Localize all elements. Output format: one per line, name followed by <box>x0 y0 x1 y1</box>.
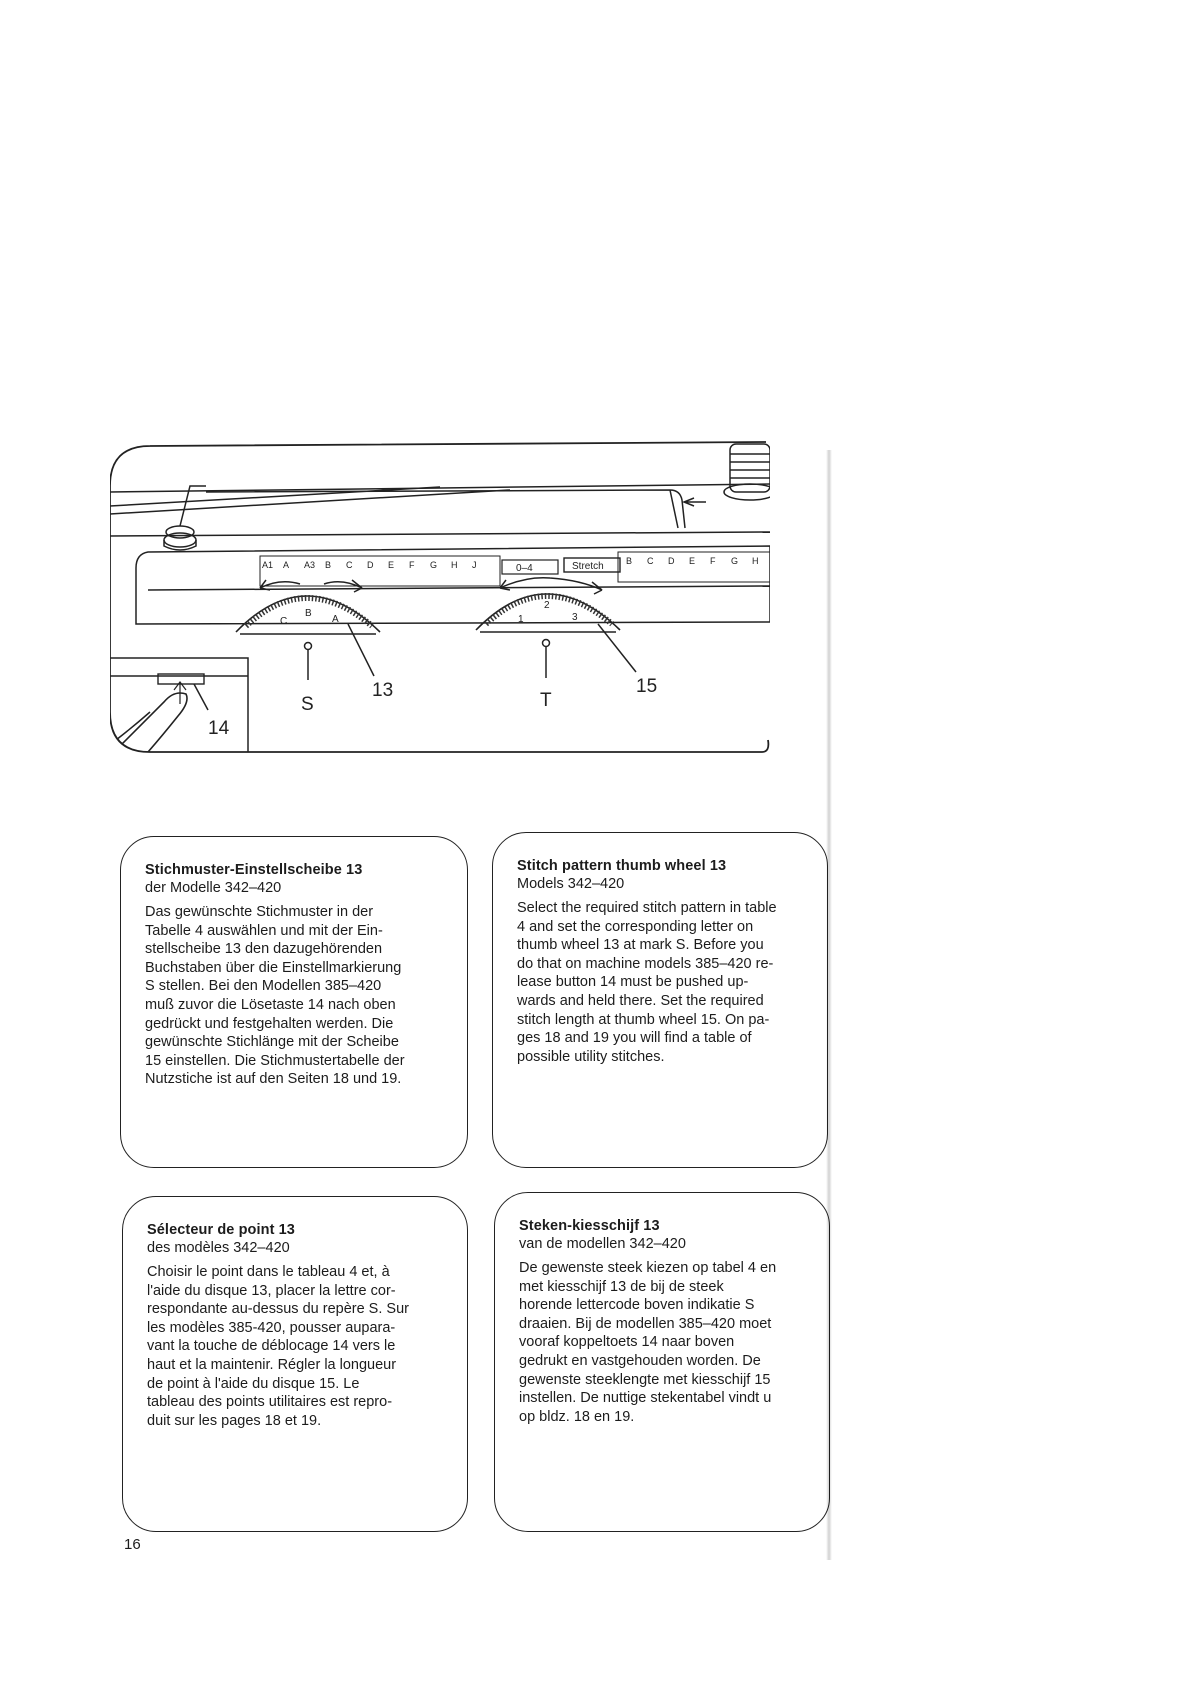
label-13: 13 <box>372 680 394 701</box>
pattern-letter: B <box>325 560 332 570</box>
body-line: Choisir le point dans le tableau 4 et, à <box>147 1264 390 1280</box>
section-body <box>519 1259 815 1426</box>
section-english <box>492 832 828 1168</box>
arrow-icon <box>684 498 706 506</box>
spool-icon <box>724 444 776 500</box>
section-title: Stichmuster-Einstellscheibe 13 <box>145 862 363 878</box>
body-line: De gewenste steek kiezen op tabel 4 en <box>519 1260 777 1276</box>
body-line: horende lettercode boven indikatie S <box>519 1297 755 1314</box>
body-line: respondante au-dessus du repère S. Sur <box>147 1301 409 1318</box>
label-s: S <box>301 694 314 715</box>
body-line: lease button 14 must be pushed up- <box>517 974 749 991</box>
pattern-letter: E <box>388 560 395 570</box>
body-line: S stellen. Bei den Modellen 385–420 <box>145 978 382 995</box>
finger-icon <box>114 693 187 752</box>
dial-number: 1 <box>518 614 524 625</box>
section-subtitle: van de modellen 342–420 <box>519 1236 686 1252</box>
body-line: gedrückt und festgehalten werden. Die <box>145 1015 394 1032</box>
scan-edge-shadow <box>826 450 832 1560</box>
section-body <box>147 1263 453 1430</box>
stitch-lever-knob-icon <box>164 486 206 550</box>
body-line: met kiesschijf 13 de bij de steek <box>519 1278 724 1295</box>
pattern-letter: G <box>430 560 438 570</box>
right-letter: D <box>668 556 675 566</box>
body-line: duit sur les pages 18 et 19. <box>147 1412 322 1429</box>
right-letter: E <box>689 556 696 566</box>
section-subtitle: des modèles 342–420 <box>147 1240 290 1256</box>
body-line: draaien. Bij de modellen 385–420 moet <box>519 1315 772 1332</box>
pattern-letter: J <box>472 560 477 570</box>
body-line: gedrukt en vastgehouden worden. De <box>519 1352 761 1369</box>
body-line: de point à l'aide du disque 15. Le <box>147 1375 360 1392</box>
body-line: gewenste steeklengte met kiesschijf 15 <box>519 1371 771 1388</box>
body-line: op bldz. 18 en 19. <box>519 1408 635 1425</box>
section-body <box>517 899 813 1066</box>
dial-letter: B <box>305 608 312 619</box>
body-line: Tabelle 4 auswählen und mit der Ein- <box>145 922 383 939</box>
body-line: Das gewünschte Stichmuster in der <box>145 904 374 920</box>
section-subtitle: der Modelle 342–420 <box>145 880 282 896</box>
right-letter: B <box>626 556 633 566</box>
body-line: possible utility stitches. <box>517 1048 665 1065</box>
right-letter: H <box>752 556 759 566</box>
dial-number: 2 <box>544 600 550 611</box>
body-line: stitch length at thumb wheel 15. On pa- <box>517 1011 770 1028</box>
section-german <box>120 836 468 1168</box>
stretch-label: Stretch <box>572 561 604 572</box>
right-letter: C <box>647 556 654 566</box>
section-body <box>145 903 453 1089</box>
body-line: thumb wheel 13 at mark S. Before you <box>517 937 764 954</box>
body-line: 4 and set the corresponding letter on <box>517 918 754 935</box>
dial-letter: A <box>332 614 339 625</box>
dial-letter: C <box>280 616 288 627</box>
pattern-letter: F <box>409 560 415 570</box>
right-letter: F <box>710 556 716 566</box>
body-line: 15 einstellen. Die Stichmustertabelle der <box>145 1052 405 1069</box>
body-line: Select the required stitch pattern in table <box>517 900 777 916</box>
body-line: vant la touche de déblocage 14 vers le <box>147 1338 396 1355</box>
pattern-letter: A3 <box>304 560 316 570</box>
body-line: Buchstaben über die Einstellmarkierung <box>145 959 402 976</box>
body-line: do that on machine models 385–420 re- <box>517 955 774 972</box>
right-letter: G <box>731 556 739 566</box>
label-15: 15 <box>636 676 658 697</box>
body-line: haut et la maintenir. Régler la longueur <box>147 1356 397 1373</box>
page-number: 16 <box>124 1536 141 1553</box>
label-14: 14 <box>208 718 230 739</box>
body-line: stellscheibe 13 den dazugehörenden <box>145 941 383 958</box>
pattern-letter: A <box>283 560 290 570</box>
section-title: Sélecteur de point 13 <box>147 1222 295 1238</box>
section-title: Steken-kiesschijf 13 <box>519 1218 660 1234</box>
pattern-letter: A1 <box>262 560 274 570</box>
pattern-letter: C <box>346 560 353 570</box>
body-line: vooraf koppeltoets 14 naar boven <box>519 1334 735 1351</box>
body-line: l'aide du disque 13, placer la lettre cor- <box>147 1282 396 1299</box>
length-window-label: 0–4 <box>516 563 533 574</box>
machine-illustration <box>110 440 830 812</box>
body-line: Nutzstiche ist auf den Seiten 18 und 19. <box>145 1071 402 1088</box>
pattern-letter: D <box>367 560 374 570</box>
pattern-letter: H <box>451 560 458 570</box>
body-line: muß zuvor die Lösetaste 14 nach oben <box>145 996 396 1013</box>
body-line: tableau des points utilitaires est repro- <box>147 1394 393 1411</box>
dial-number: 3 <box>572 612 578 623</box>
body-line: ges 18 and 19 you will find a table of <box>517 1030 752 1047</box>
body-line: gewünschte Stichlänge mit der Scheibe <box>145 1034 399 1051</box>
label-t: T <box>540 690 552 711</box>
body-line: wards and held there. Set the required <box>517 992 764 1009</box>
section-title: Stitch pattern thumb wheel 13 <box>517 858 727 874</box>
body-line: instellen. De nuttige stekentabel vindt u <box>519 1390 772 1407</box>
section-subtitle: Models 342–420 <box>517 876 625 892</box>
section-dutch <box>494 1192 830 1532</box>
section-french <box>122 1196 468 1532</box>
body-line: les modèles 385-420, pousser aupara- <box>147 1319 396 1336</box>
